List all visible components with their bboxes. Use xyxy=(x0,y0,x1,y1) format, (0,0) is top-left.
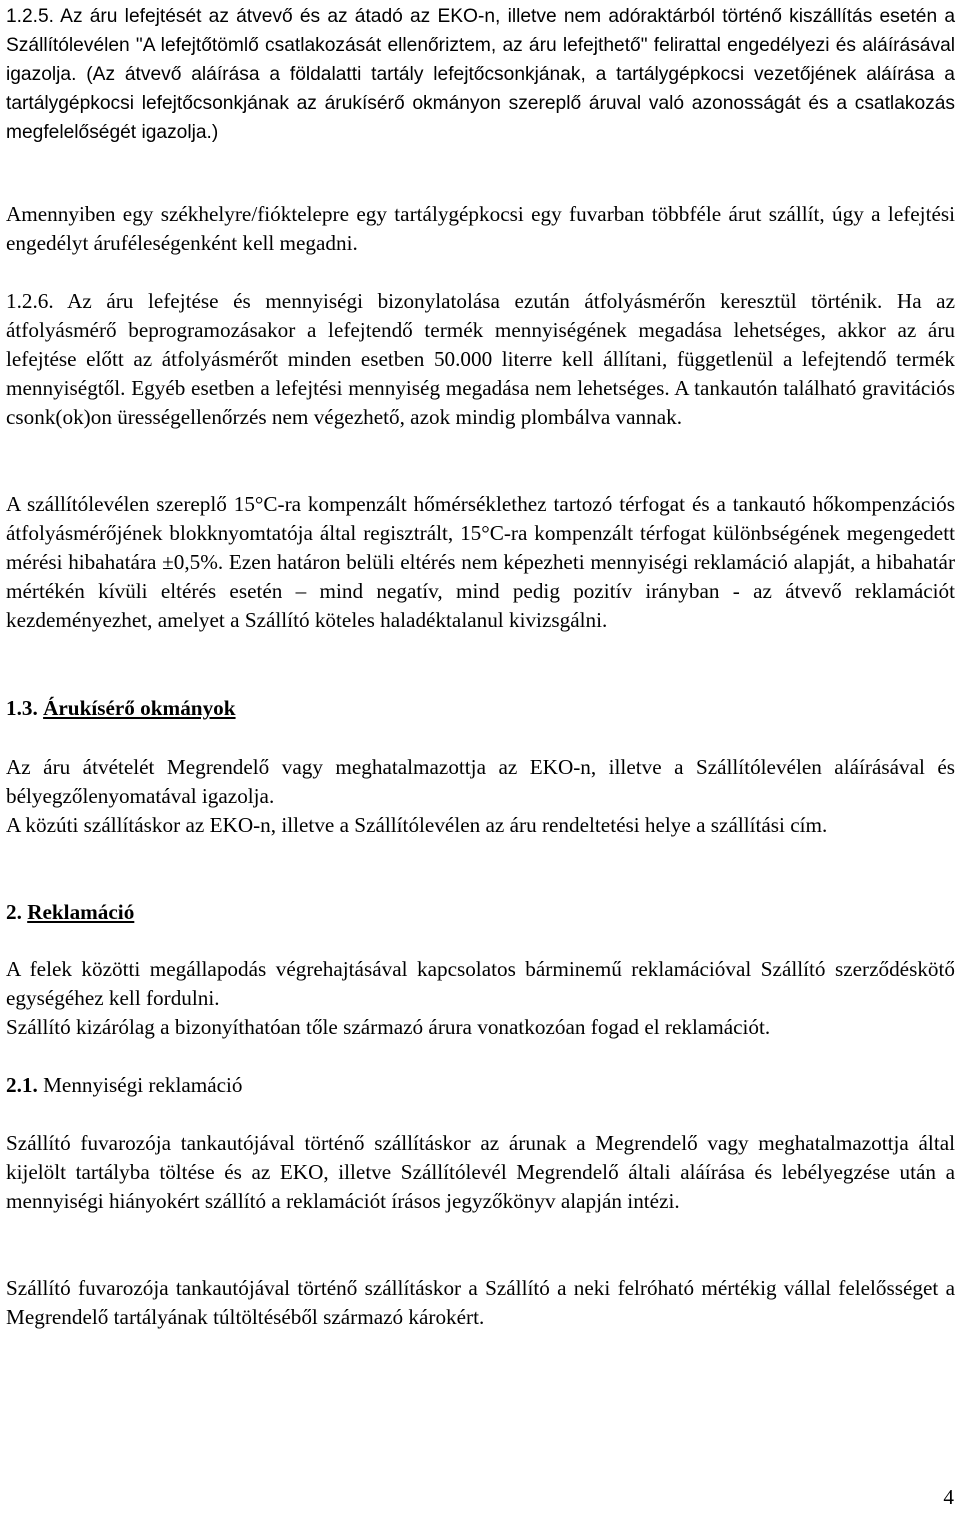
section-1-2-6-paragraph-2: A szállítólevélen szereplő 15°C-ra kompenzált hőmérséklethez tartozó térfogat és a tankautó hőkompenzációs átfolyásmérőjének blokknyomtatója által regisztrált, 15°C-ra kompenzált térfogat különbségének megengedett mérési hibahatára ±0,5%. Ezen határon belüli eltérés nem képezheti mennyiségi reklamáció alapját, a hibahatár mértékén kívüli eltérés esetén – mind negatív, mind pedig pozitív irányban - az átvevő reklamációt kezdeményezhet, amelyet a Szállító köteles haladéktalanul kivizsgálni. xyxy=(6,492,955,632)
section-1-2-5-paragraph xyxy=(6,2,955,147)
section-2-1-paragraph-1: Szállító fuvarozója tankautójával történő szállításkor az árunak a Megrendelő vagy meghatalmazottja által kijelölt tartályba töltése és az EKO, illetve Szállítólevél Megrendelő általi aláírása és lebélyegzése után a mennyiségi hiányokért szállító a reklamációt írásos jegyzőkönyv alapján intézi. xyxy=(6,1131,955,1213)
section-title: Reklamáció xyxy=(27,900,135,924)
section-1-3-heading xyxy=(6,694,236,723)
section-number: 1.2.5. xyxy=(6,6,55,27)
section-2-heading xyxy=(6,898,134,927)
section-number: 2. xyxy=(6,900,22,924)
paragraph-text-parenthetical: (Az átvevő aláírása a földalatti tartály lefejtőcsonkjának, a tartálygépkocsi vezetőjének aláírása a tartálygépkocsi lefejtőcsonkjának az árukísérő okmányon szereplő áruval való azonosságát és a csatlakozás megfelelőségét igazolja.) xyxy=(6,64,955,143)
section-1-2-5-paragraph-2: Amennyiben egy székhelyre/fióktelepre egy tartálygépkocsi egy fuvarban többféle árut szállít, úgy a lefejtési engedélyt áruféleségenként kell megadni. xyxy=(6,202,955,255)
section-title: Árukísérő okmányok xyxy=(43,696,236,720)
section-1-2-6-paragraph xyxy=(6,287,955,432)
page-number: 4 xyxy=(943,1485,954,1509)
section-1-3-paragraph-2: A közúti szállításkor az EKO-n, illetve a Szállítólevélen az áru rendeltetési helye a szállítási cím. xyxy=(6,813,828,837)
paragraph-text: Az áru lefejtése és mennyiségi bizonylatolása ezután átfolyásmérőn keresztül történik. Ha az átfolyásmérő beprogramozásakor a lefejtendő termék mennyiségének megadása lehetséges, akkor az áru lefejtése előtt az átfolyásmérőt minden esetben 50.000 literre kell állítani, függetlenül a lefejtendő termék mennyiségtől. Egyéb esetben a lefejtési mennyiség megadása nem lehetséges. A tankautón található gravitációs csonk(ok)on ürességellenőrzés nem végezhető, azok mindig plombálva vannak. xyxy=(6,289,955,429)
section-2-paragraph-1: A felek közötti megállapodás végrehajtásával kapcsolatos bárminemű reklamációval Szállító szerződéskötő egységéhez kell fordulni. xyxy=(6,957,955,1010)
section-number: 1.2.6. xyxy=(6,289,54,313)
section-number: 1.3. xyxy=(6,696,38,720)
section-number: 2.1. xyxy=(6,1073,38,1097)
section-title: Mennyiségi reklamáció xyxy=(43,1073,243,1097)
section-1-3-paragraph-1: Az áru átvételét Megrendelő vagy meghatalmazottja az EKO-n, illetve a Szállítólevélen aláírásával és bélyegzőlenyomatával igazolja. xyxy=(6,755,955,808)
section-2-paragraph-2: Szállító kizárólag a bizonyíthatóan tőle származó árura vonatkozóan fogad el reklamációt. xyxy=(6,1015,771,1039)
paragraph-text: Az áru lefejtését az átvevő és az átadó az EKO-n, illetve nem adóraktárból történő kiszállítás esetén a Szállítólevélen "A lefejtőtömlő csatlakozását ellenőriztem, az áru lefejthető" felirattal engedélyezi és aláírásával igazolja. xyxy=(6,6,955,85)
section-2-1-heading xyxy=(6,1071,243,1100)
section-2-1-paragraph-2: Szállító fuvarozója tankautójával történő szállításkor a Szállító a neki felróható mértékig vállal felelősséget a Megrendelő tartályának túltöltéséből származó károkért. xyxy=(6,1276,955,1329)
